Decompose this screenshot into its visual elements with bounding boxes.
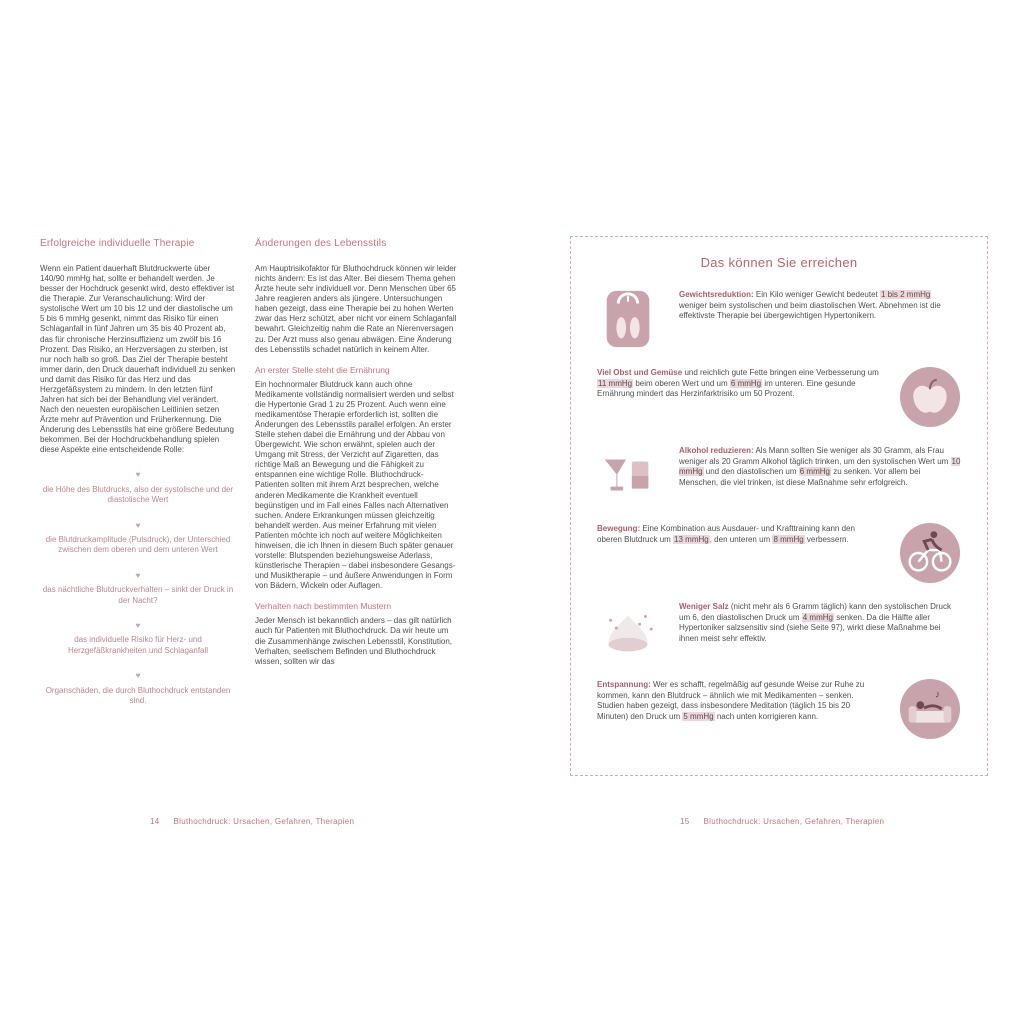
heart-icon: ♥	[135, 520, 141, 530]
achievement-list	[597, 288, 961, 740]
heart-bullet-item	[40, 521, 236, 556]
page-number-right: 15	[680, 817, 690, 826]
achievement-item	[597, 600, 961, 662]
running-title-left: Bluthochdruck: Ursachen, Gefahren, Therapien	[173, 817, 355, 826]
left-page-column-1	[40, 238, 236, 706]
achievement-item	[597, 444, 961, 506]
running-title-right: Bluthochdruck: Ursachen, Gefahren, Therapien	[703, 817, 885, 826]
achievement-item	[597, 522, 961, 584]
page-number-left: 14	[150, 817, 160, 826]
section-heading-lebensstil: Änderungen des Lebensstils	[255, 238, 387, 249]
heart-bullet-text: das nächtliche Blutdruckverhalten – sinkt der Druck in der Nacht?	[42, 585, 234, 605]
lebensstil-paragraph-2: Ein hochnormaler Blutdruck kann auch ohne Medikamente vollständig normalisiert werden und selbst die Hypertonie Grad 1 zu 25 Prozent. Auch wenn eine medikamentöse Therapie erforderlich ist, sollten die Änderungen des Lebensstils parallel erfolgen. An erster Stelle stehen dabei die Ernährung und der Abbau von Übergewicht. Wie schon erwähnt, spielen auch der Umgang mit Stress, der Verzicht auf Zigaretten, das richtige Maß an Bewegung und die Fähigkeit zu entspannen eine wichtige Rolle. Bluthochdruck-Patienten sollten mit ihrem Arzt besprechen, welche anderen Medikamente die Krankheit eventuell begünstigen und im Fall eines Falles nach Alternativen suchen. Andere Erkrankungen müssen gleichzeitig behandelt werden. Aus meiner Erfahrung mit vielen Patienten möchte ich noch auf weitere Möglichkeiten hinweisen, die ich Ihnen in diesem Buch später genauer vorstelle: Blutspenden beziehungsweise Aderlass, künstlerische Therapien – dabei insbesondere Gesangs- und Musiktherapie – und äußere Anwendungen in Form von Bädern, Wickeln oder Auflagen.	[255, 379, 456, 591]
subheading-muster: Verhalten nach bestimmten Mustern	[255, 601, 392, 612]
heart-icon: ♥	[135, 671, 141, 681]
heart-bullet-list	[40, 470, 236, 706]
achievement-title: Entspannung:	[597, 680, 651, 689]
achievement-title: Weniger Salz	[679, 602, 729, 611]
achievement-title: Viel Obst und Gemüse	[597, 368, 683, 377]
achievement-text: Viel Obst und Gemüse und reichlich gute Fette bringen eine Verbesserung um 11 mmHg beim oberen Wert und um 6 mmHg im unteren. Eine gesunde Ernährung mindert das Herzinfarktrisiko um 50 Prozent.	[597, 368, 879, 399]
heart-icon: ♥	[135, 570, 141, 580]
heart-bullet-item	[40, 621, 236, 656]
section-heading-therapie: Erfolgreiche individuelle Therapie	[40, 238, 195, 249]
heart-bullet-text: Organschäden, die durch Bluthochdruck entstanden sind.	[45, 685, 231, 705]
heart-bullet-item	[40, 671, 236, 706]
salt-icon	[597, 600, 659, 662]
heart-bullet-text: die Blutdruckamplitude (Pulsdruck), der Unterschied zwischen dem oberen und dem unteren Wert	[45, 535, 231, 555]
achievement-text: Weniger Salz (nicht mehr als 6 Gramm täglich) kann den systolischen Druck um 6, den diastolischen Druck um 4 mmHg senken. Da die Hälfte aller Hypertoniker salzsensitiv sind (siehe Seite 97), wirkt diese Maßnahme bei ihnen meist sehr effektiv.	[679, 602, 951, 643]
cyclist-icon	[899, 522, 961, 584]
heart-bullet-item	[40, 571, 236, 606]
achievements-box	[570, 236, 988, 776]
achievement-text: Entspannung: Wer es schafft, regelmäßig auf gesunde Weise zur Ruhe zu kommen, kann den Blutdruck – ähnlich wie mit Medikamenten – senken. Studien haben gezeigt, dass insbesondere Meditation (täglich 15 bis 20 Minuten) den Druck um 5 mmHg nach unten korrigieren kann.	[597, 680, 865, 721]
lebensstil-paragraph-1: Am Hauptrisikofaktor für Bluthochdruck können wir leider nichts ändern: Es ist das Alter. Bei diesem Thema gehen Ärzte heute sehr individuell vor. Denn Menschen über 65 Jahre reagieren anders als jüngere. Untersuchungen haben gezeigt, dass eine Therapie bei zu hohen Werten zwar das Herz schützt, aber nicht vor einem Schlaganfall bewahrt. Gleichzeitig nahm die Rate an Nierenversagen zu. Der Arzt muss also genau abwägen. Eine Änderung des Lebensstils schadet natürlich in keinem Alter.	[255, 264, 457, 354]
heart-icon: ♥	[135, 470, 141, 480]
achievement-item	[597, 366, 961, 428]
alcohol-icon	[597, 444, 659, 506]
heart-bullet-item	[40, 470, 236, 505]
achievement-title: Gewichtsreduktion:	[679, 290, 754, 299]
right-page-footer	[680, 817, 884, 826]
heart-bullet-text: das individuelle Risiko für Herz- und Herzgefäßkrankheiten und Schlaganfall	[67, 635, 209, 655]
achievement-title: Alkohol reduzieren:	[679, 446, 754, 455]
achievement-item	[597, 288, 961, 350]
heart-bullet-text: die Höhe des Blutdrucks, also der systolische und der diastolische Wert	[42, 484, 234, 505]
subheading-ernaehrung: An erster Stelle steht die Ernährung	[255, 364, 390, 375]
left-page-column-2	[255, 238, 457, 675]
achievement-text: Bewegung: Eine Kombination aus Ausdauer- und Krafttraining kann den oberen Blutdruck um 13 mmHg, den unteren um 8 mmHg verbessern.	[597, 524, 855, 544]
relaxation-icon	[899, 678, 961, 740]
achievement-text: Alkohol reduzieren: Als Mann sollten Sie weniger als 30 Gramm, als Frau weniger als 20 Gramm Alkohol täglich trinken, um den systolischen Wert um 10 mmHg und den diastolischen um 6 mmHg zu senken. Vor allem bei Menschen, die viel trinken, ist diese Maßnahme sehr erfolgreich.	[679, 446, 961, 487]
achievements-box-title: Das können Sie erreichen	[700, 255, 858, 270]
therapie-paragraph: Wenn ein Patient dauerhaft Blutdruckwerte über 140/90 mmHg hat, sollte er behandelt werden. Je besser der Hochdruck gesenkt wird, desto effektiver ist die Therapie. Zur Veranschaulichung: Wird der systolische Wert um 10 bis 12 und der diastolische um 5 bis 6 mmHg gesenkt, nimmt das Risiko für einen Schlaganfall in fünf Jahren um 35 bis 40 Prozent ab, das für chronische Herzinsuffizienz um zwölf bis 16 Prozent. Das Risiko, an Herzversagen zu sterben, ist nur noch halb so groß. Das Ziel der Therapie besteht immer darin, den Druck dauerhaft individuell zu senken und damit das Risiko für das Herz und das Herzgefäßsystem zu mindern. In den letzten fünf Jahren hat sich bei der Behandlung viel verändert. Nach den neuesten europäischen Leitlinien setzen Ärzte mehr auf Prävention und Früherkennung. Die Änderung des Lebensstils hat eine größere Bedeutung bekommen. Bei der Hochdruckbehandlung spielen diese Aspekte eine entscheidende Rolle:	[40, 264, 236, 455]
left-page-footer	[150, 817, 354, 826]
apple-icon	[899, 366, 961, 428]
heart-icon: ♥	[135, 621, 141, 630]
achievement-text: Gewichtsreduktion: Ein Kilo weniger Gewicht bedeutet 1 bis 2 mmHg weniger beim systolischen und beim diastolischen Wert. Abnehmen ist die effektivste Therapie bei übergewichtigen Hypertonikern.	[679, 290, 941, 321]
achievement-title: Bewegung:	[597, 524, 641, 533]
svg-text:♪: ♪	[934, 688, 941, 701]
scale-icon	[597, 288, 659, 350]
achievement-item	[597, 678, 961, 740]
lebensstil-paragraph-3: Jeder Mensch ist bekanntlich anders – das gilt natürlich auch für Patienten mit Bluthochdruck. Da wir heute um die Zusammenhänge zwischen Lebensstil, Konstitution, Verhalten, seelischem Befinden und Bluthochdruck wissen, sollten wir das	[255, 616, 452, 666]
